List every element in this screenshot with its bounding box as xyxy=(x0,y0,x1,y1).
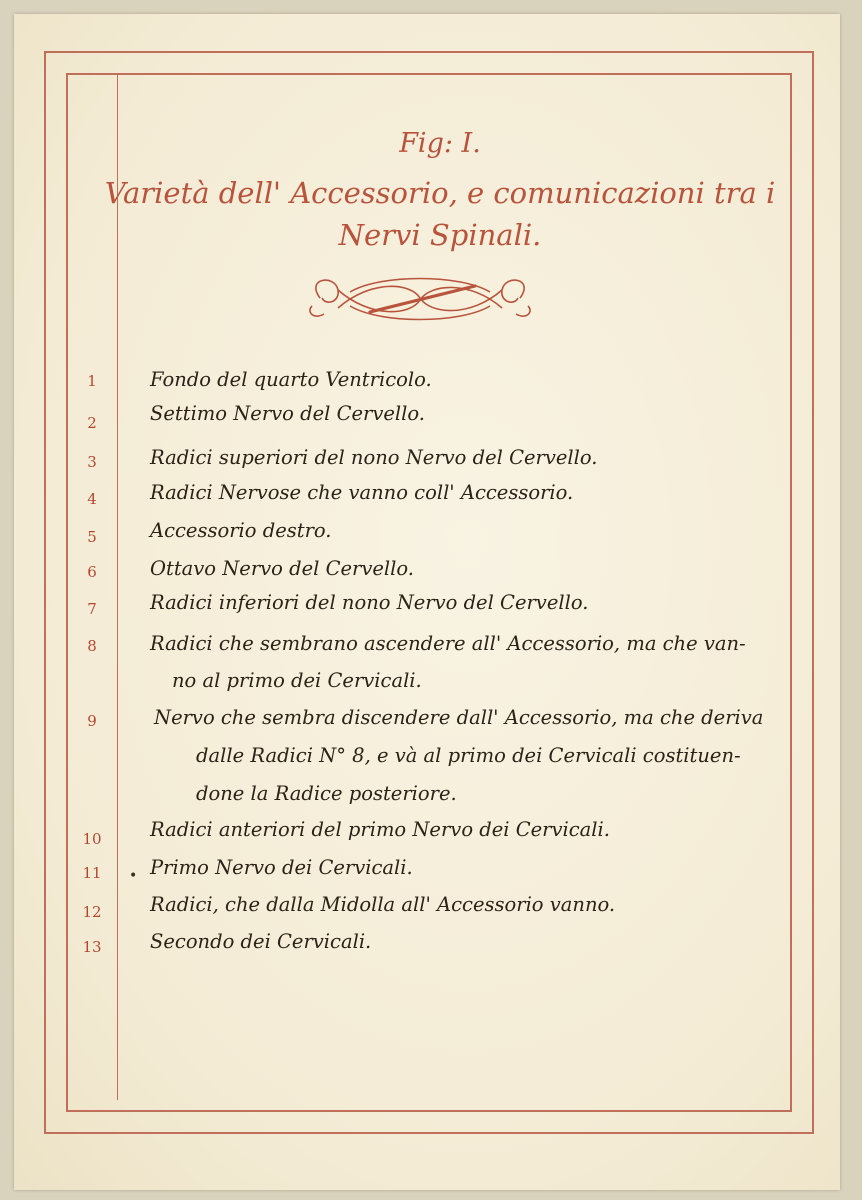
list-item: Fondo del quarto Ventricolo. xyxy=(150,368,432,391)
list-item: Accessorio destro. xyxy=(150,519,332,542)
list-item: Radici superiori del nono Nervo del Cervello. xyxy=(150,446,598,469)
list-item-continuation: no al primo dei Cervicali. xyxy=(172,669,422,692)
list-item: Ottavo Nervo del Cervello. xyxy=(150,557,414,580)
list-item-continuation: dalle Radici N° 8, e và al primo dei Cervicali costituen- xyxy=(196,744,741,767)
calligraphic-flourish xyxy=(300,268,540,330)
item-number: 10 xyxy=(82,830,102,848)
list-item: Radici Nervose che vanno coll' Accessorio. xyxy=(150,481,574,504)
figure-label: Fig: I. xyxy=(399,128,481,159)
item-number: 13 xyxy=(82,938,102,956)
list-item: Radici, che dalla Midolla all' Accessorio vanno. xyxy=(150,893,616,916)
item-number: 7 xyxy=(87,600,97,618)
item-number: 2 xyxy=(87,414,97,432)
list-item: Primo Nervo dei Cervicali. xyxy=(150,856,413,879)
list-item: Radici inferiori del nono Nervo del Cervello. xyxy=(150,591,589,614)
list-item: Nervo che sembra discendere dall' Accessorio, ma che deriva xyxy=(154,706,764,729)
item-number: 9 xyxy=(87,712,97,730)
list-item: Settimo Nervo del Cervello. xyxy=(150,402,425,425)
item-number: 11 xyxy=(82,864,102,882)
item-number: 12 xyxy=(82,903,102,921)
list-item: Secondo dei Cervicali. xyxy=(150,930,372,953)
item-number: 4 xyxy=(87,490,97,508)
list-item: Radici anteriori del primo Nervo dei Cervicali. xyxy=(150,818,610,841)
page-subtitle: Nervi Spinali. xyxy=(338,218,542,252)
list-item: Radici che sembrano ascendere all' Accessorio, ma che van- xyxy=(150,632,746,655)
page-title: Varietà dell' Accessorio, e comunicazioni tra i xyxy=(104,176,776,210)
item-number: 8 xyxy=(87,637,97,655)
item-number: 3 xyxy=(87,453,97,471)
item-number: 1 xyxy=(87,372,97,390)
ink-dot: • xyxy=(129,868,138,884)
list-item-continuation: done la Radice posteriore. xyxy=(196,782,457,805)
item-number: 6 xyxy=(87,563,97,581)
item-number: 5 xyxy=(87,528,97,546)
